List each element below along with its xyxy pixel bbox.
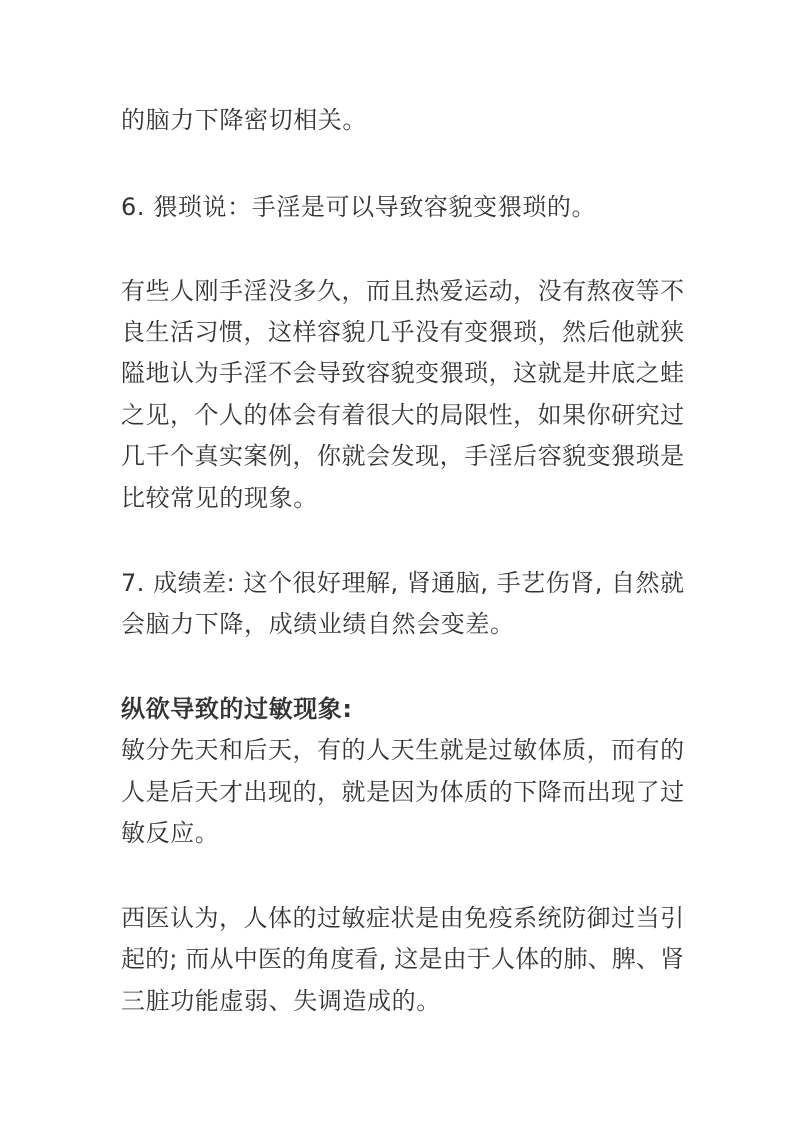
paragraph-line: 起的; 而从中医的角度看, 这是由于人体的肺、脾、肾 <box>121 945 685 973</box>
paragraph-line: 敏反应。 <box>121 819 220 847</box>
section-heading: 纵欲导致的过敏现象: <box>121 695 353 723</box>
list-item-6: 6. 猥琐说：手淫是可以导致容貌变猥琐的。 <box>121 193 597 221</box>
paragraph-line: 西医认为，人体的过敏症状是由免疫系统防御过当引 <box>121 904 685 932</box>
paragraph-line: 三脏功能虚弱、失调造成的。 <box>121 987 441 1015</box>
paragraph-line: 隘地认为手淫不会导致容貌变猥琐，这就是井底之蛙 <box>121 359 685 387</box>
paragraph-line: 会脑力下降，成绩业绩自然会变差。 <box>121 610 515 638</box>
paragraph-line: 有些人刚手淫没多久，而且热爱运动，没有熬夜等不 <box>121 277 685 305</box>
paragraph-line: 几千个真实案例，你就会发现，手淫后容貌变猥琐是 <box>121 442 685 470</box>
paragraph-line: 敏分先天和后天，有的人天生就是过敏体质，而有的 <box>121 736 685 764</box>
paragraph-line: 比较常见的现象。 <box>121 484 318 512</box>
paragraph-line: 之见，个人的体会有着很大的局限性，如果你研究过 <box>121 401 685 429</box>
list-item-7: 7. 成绩差: 这个很好理解, 肾通脑, 手艺伤肾, 自然就 <box>121 569 685 597</box>
paragraph-line: 人是后天才出现的，就是因为体质的下降而出现了过 <box>121 778 685 806</box>
paragraph-line: 良生活习惯，这样容貌几乎没有变猥琐，然后他就狭 <box>121 318 685 346</box>
paragraph-line: 的脑力下降密切相关。 <box>121 106 367 134</box>
